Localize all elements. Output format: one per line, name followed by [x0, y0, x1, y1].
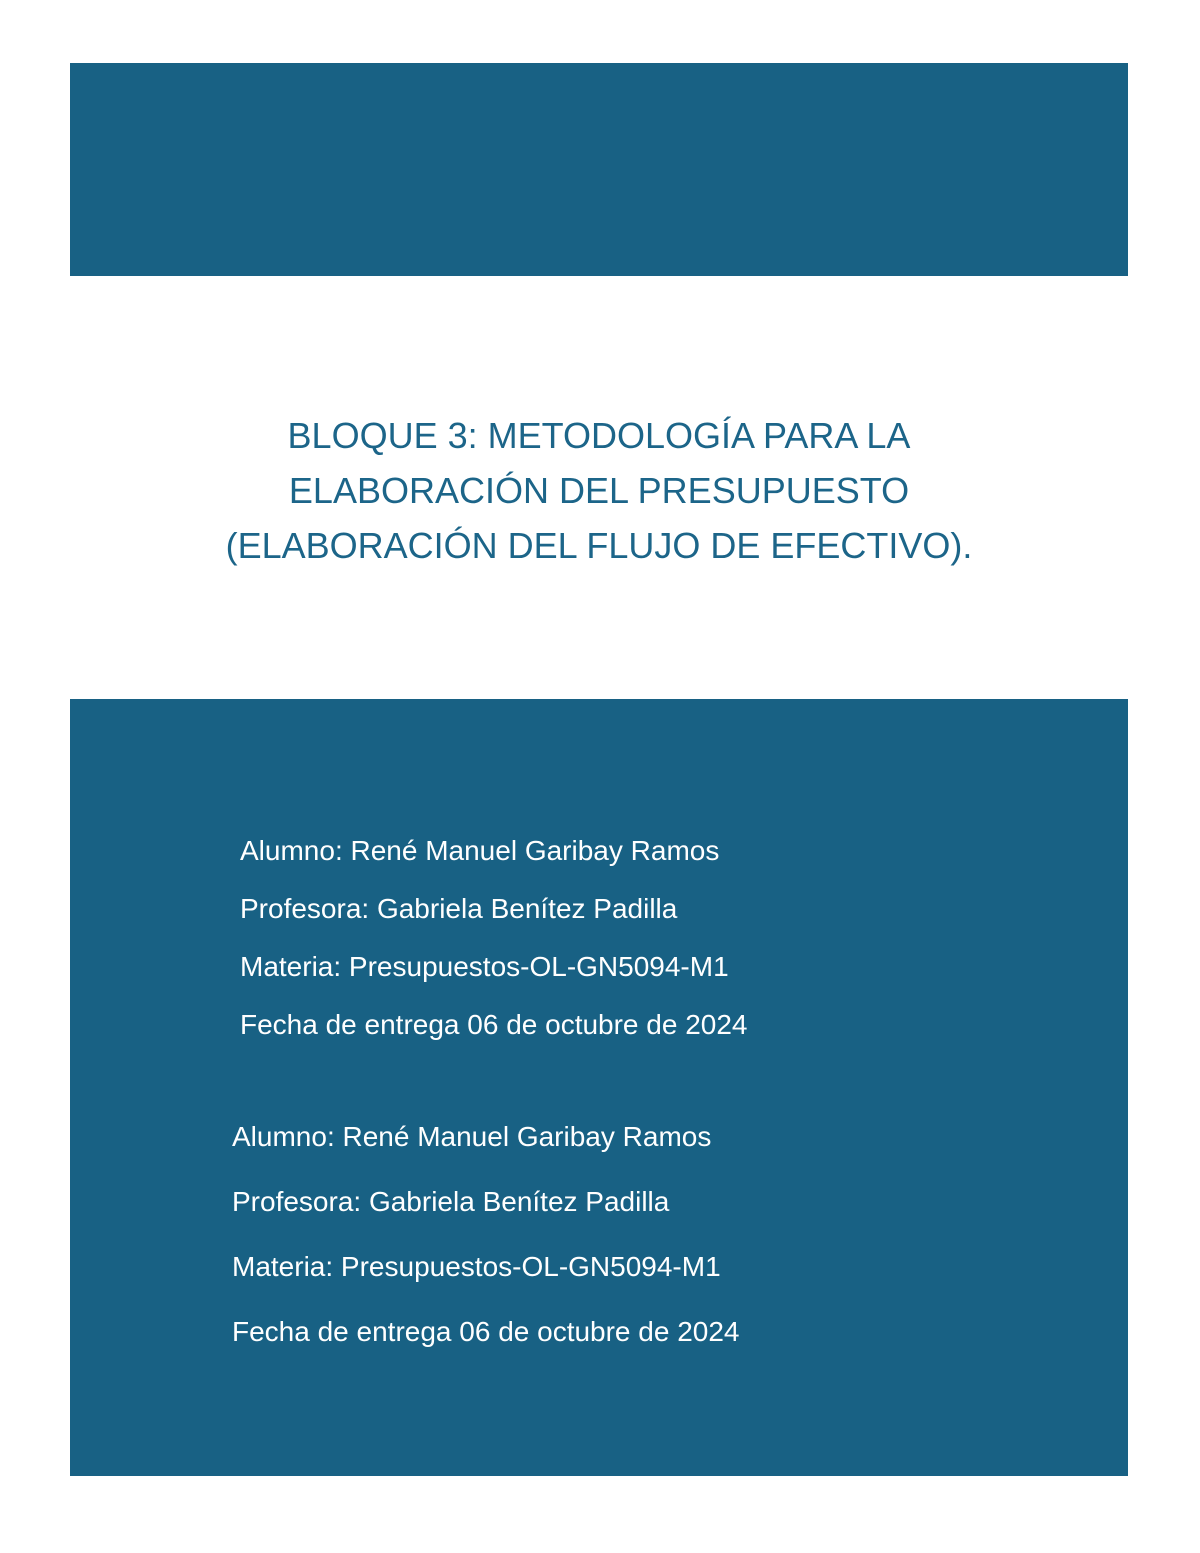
student-info-primary — [240, 837, 748, 1069]
student-name: Alumno: René Manuel Garibay Ramos — [240, 835, 720, 866]
title-line: BLOQUE 3: METODOLOGÍA PARA LA — [287, 415, 911, 456]
document-title — [70, 408, 1128, 573]
professor-name: Profesora: Gabriela Benítez Padilla — [240, 893, 678, 924]
student-info-secondary — [232, 1123, 740, 1383]
due-date: Fecha de entrega 06 de octubre de 2024 — [240, 1009, 748, 1040]
student-name: Alumno: René Manuel Garibay Ramos — [232, 1121, 712, 1152]
professor-name: Profesora: Gabriela Benítez Padilla — [232, 1186, 670, 1217]
top-banner — [70, 63, 1128, 276]
title-line: ELABORACIÓN DEL PRESUPUESTO — [288, 470, 910, 511]
course-name: Materia: Presupuestos-OL-GN5094-M1 — [232, 1251, 721, 1282]
title-line: (ELABORACIÓN DEL FLUJO DE EFECTIVO). — [225, 525, 973, 566]
due-date: Fecha de entrega 06 de octubre de 2024 — [232, 1316, 740, 1347]
info-panel — [70, 699, 1128, 1476]
course-name: Materia: Presupuestos-OL-GN5094-M1 — [240, 951, 729, 982]
